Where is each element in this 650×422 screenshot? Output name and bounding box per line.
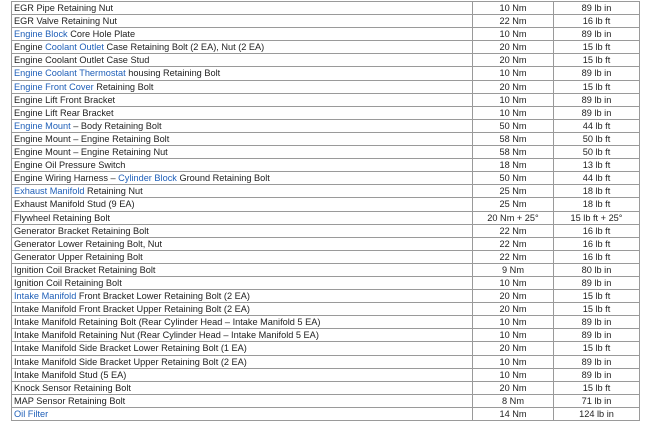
torque-metric-cell: 10 Nm [473,28,554,41]
torque-spec-table [11,1,640,421]
component-cell [12,303,473,316]
torque-metric-cell: 22 Nm [473,250,554,263]
table-row [12,2,640,15]
torque-metric-cell: 18 Nm [473,159,554,172]
torque-imperial-cell: 15 lb ft [554,381,640,394]
table-row [12,54,640,67]
torque-imperial-cell: 44 lb ft [554,119,640,132]
component-text: Case Retaining Bolt (2 EA), Nut (2 EA) [103,42,265,53]
component-text: Engine Mount – Engine Retaining Nut [14,147,168,158]
component-cell [12,159,473,172]
component-cell [12,290,473,303]
torque-metric-cell: 10 Nm [473,2,554,15]
component-text: Flywheel Retaining Bolt [14,212,111,223]
component-text: EGR Pipe Retaining Nut [14,3,114,13]
torque-metric-cell: 10 Nm [473,276,554,289]
torque-imperial-cell: 15 lb ft [554,41,640,54]
component-text: Engine Lift Front Bracket [14,94,116,105]
torque-imperial-cell: 50 lb ft [554,146,640,159]
component-cell [12,211,473,224]
torque-imperial-cell: 89 lb in [554,67,640,80]
table-row [12,172,640,185]
torque-metric-cell: 50 Nm [473,119,554,132]
component-cell [12,2,473,15]
torque-metric-cell: 20 Nm [473,80,554,93]
table-row [12,342,640,355]
torque-imperial-cell: 18 lb ft [554,198,640,211]
table-row [12,316,640,329]
component-cell [12,119,473,132]
table-row [12,106,640,119]
torque-metric-cell: 10 Nm [473,368,554,381]
component-cell [12,132,473,145]
torque-imperial-cell: 44 lb ft [554,172,640,185]
table-row [12,394,640,407]
torque-imperial-cell: 16 lb ft [554,237,640,250]
torque-imperial-cell: 71 lb in [554,394,640,407]
torque-imperial-cell: 80 lb in [554,263,640,276]
table-row [12,132,640,145]
component-link[interactable]: Engine Block [14,29,68,40]
table-row [12,67,640,80]
torque-metric-cell: 10 Nm [473,67,554,80]
torque-metric-cell: 20 Nm [473,342,554,355]
component-cell [12,67,473,80]
table-row [12,329,640,342]
table-row [12,146,640,159]
torque-imperial-cell: 89 lb in [554,28,640,41]
component-text: Front Bracket Lower Retaining Bolt (2 EA) [76,291,250,302]
torque-imperial-cell: 16 lb ft [554,15,640,28]
component-text: Intake Manifold Retaining Nut (Rear Cylinder Head – Intake Manifold 5 EA) [14,330,319,341]
torque-imperial-cell: 89 lb in [554,355,640,368]
component-cell [12,224,473,237]
component-link[interactable]: Engine Coolant Thermostat [14,68,126,79]
torque-imperial-cell: 89 lb in [554,329,640,342]
component-text: Intake Manifold Side Bracket Lower Retaining Bolt (1 EA) [14,343,247,354]
component-text: Engine [14,42,46,53]
torque-imperial-cell: 89 lb in [554,106,640,119]
torque-metric-cell: 10 Nm [473,329,554,342]
torque-imperial-cell: 89 lb in [554,2,640,15]
component-text: EGR Valve Retaining Nut [14,16,117,27]
torque-imperial-cell: 15 lb ft [554,303,640,316]
component-cell [12,250,473,263]
torque-imperial-cell: 89 lb in [554,93,640,106]
torque-metric-cell: 10 Nm [473,93,554,106]
component-link[interactable]: Engine Front Cover [14,81,94,92]
table-row [12,237,640,250]
component-text: Generator Bracket Retaining Bolt [14,225,149,236]
component-text: Engine Coolant Outlet Case Stud [14,55,150,66]
table-row [12,211,640,224]
table-row [12,93,640,106]
torque-metric-cell: 14 Nm [473,407,554,420]
component-link[interactable]: Intake Manifold [14,291,77,302]
component-cell [12,237,473,250]
torque-metric-cell: 25 Nm [473,198,554,211]
torque-metric-cell: 22 Nm [473,237,554,250]
component-cell [12,106,473,119]
component-cell [12,41,473,54]
table-row [12,355,640,368]
torque-imperial-cell: 15 lb ft [554,290,640,303]
torque-metric-cell: 20 Nm [473,41,554,54]
component-cell [12,185,473,198]
component-text: Engine Oil Pressure Switch [14,160,126,171]
component-text: Knock Sensor Retaining Bolt [14,382,131,393]
torque-metric-cell: 25 Nm [473,185,554,198]
torque-metric-cell: 9 Nm [473,263,554,276]
component-link[interactable]: Engine Mount [14,120,71,131]
torque-imperial-cell: 15 lb ft [554,342,640,355]
component-cell [12,15,473,28]
table-row [12,41,640,54]
torque-imperial-cell: 15 lb ft [554,80,640,93]
component-cell [12,28,473,41]
torque-imperial-cell: 89 lb in [554,368,640,381]
table-row [12,303,640,316]
component-text: Intake Manifold Front Bracket Upper Retaining Bolt (2 EA) [14,304,250,315]
table-row [12,407,640,420]
component-cell [12,342,473,355]
component-link[interactable]: Cylinder Block [118,173,177,184]
table-row [12,159,640,172]
torque-imperial-cell: 16 lb ft [554,224,640,237]
torque-imperial-cell: 89 lb in [554,316,640,329]
torque-metric-cell: 58 Nm [473,146,554,159]
torque-metric-cell: 10 Nm [473,355,554,368]
component-cell [12,329,473,342]
component-cell [12,407,473,420]
torque-metric-cell: 20 Nm [473,54,554,67]
torque-metric-cell: 20 Nm [473,290,554,303]
component-cell [12,276,473,289]
component-cell [12,54,473,67]
torque-imperial-cell: 15 lb ft [554,54,640,67]
component-text: Engine Mount – Engine Retaining Bolt [14,133,170,144]
table-row [12,28,640,41]
torque-imperial-cell: 13 lb ft [554,159,640,172]
component-cell [12,80,473,93]
torque-imperial-cell: 18 lb ft [554,185,640,198]
torque-metric-cell: 10 Nm [473,106,554,119]
table-row [12,119,640,132]
torque-metric-cell: 20 Nm + 25° [473,211,554,224]
table-row [12,276,640,289]
torque-imperial-cell: 15 lb ft + 25° [554,211,640,224]
table-row [12,368,640,381]
component-text: Exhaust Manifold Stud (9 EA) [14,199,135,210]
component-text: Generator Lower Retaining Bolt, Nut [14,238,163,249]
torque-imperial-cell: 124 lb in [554,407,640,420]
table-row [12,290,640,303]
component-text: Intake Manifold Side Bracket Upper Retaining Bolt (2 EA) [14,356,247,367]
component-text: housing Retaining Bolt [125,68,221,79]
component-cell [12,146,473,159]
torque-metric-cell: 10 Nm [473,316,554,329]
component-text: MAP Sensor Retaining Bolt [14,395,126,406]
table-row [12,250,640,263]
component-text: Retaining Bolt [93,81,154,92]
component-cell [12,381,473,394]
torque-metric-cell: 8 Nm [473,394,554,407]
component-link[interactable]: Exhaust Manifold [14,186,85,197]
component-text: Intake Manifold Retaining Bolt (Rear Cylinder Head – Intake Manifold 5 EA) [14,317,321,328]
component-text: Ground Retaining Bolt [176,173,270,184]
torque-metric-cell: 50 Nm [473,172,554,185]
component-cell [12,198,473,211]
component-text: Ignition Coil Retaining Bolt [14,277,122,288]
component-cell [12,394,473,407]
torque-spec-table-body [12,2,640,421]
component-link[interactable]: Oil Filter [14,408,49,419]
component-text: Engine Lift Rear Bracket [14,107,114,118]
component-link[interactable]: Coolant Outlet [45,42,104,53]
table-row [12,185,640,198]
table-row [12,15,640,28]
component-text: Retaining Nut [84,186,143,197]
torque-imperial-cell: 89 lb in [554,276,640,289]
torque-metric-cell: 20 Nm [473,303,554,316]
table-row [12,80,640,93]
component-text: Engine Wiring Harness – [14,173,119,184]
table-row [12,198,640,211]
component-cell [12,355,473,368]
table-row [12,263,640,276]
component-text: Generator Upper Retaining Bolt [14,251,143,262]
table-row [12,224,640,237]
table-row [12,381,640,394]
component-cell [12,172,473,185]
torque-metric-cell: 20 Nm [473,381,554,394]
component-cell [12,316,473,329]
torque-metric-cell: 22 Nm [473,224,554,237]
component-text: Core Hole Plate [67,29,136,40]
torque-imperial-cell: 16 lb ft [554,250,640,263]
component-cell [12,368,473,381]
component-text: Ignition Coil Bracket Retaining Bolt [14,264,156,275]
torque-metric-cell: 58 Nm [473,132,554,145]
torque-metric-cell: 22 Nm [473,15,554,28]
component-cell [12,263,473,276]
component-text: Intake Manifold Stud (5 EA) [14,369,127,380]
torque-imperial-cell: 50 lb ft [554,132,640,145]
component-text: – Body Retaining Bolt [70,120,162,131]
component-cell [12,93,473,106]
